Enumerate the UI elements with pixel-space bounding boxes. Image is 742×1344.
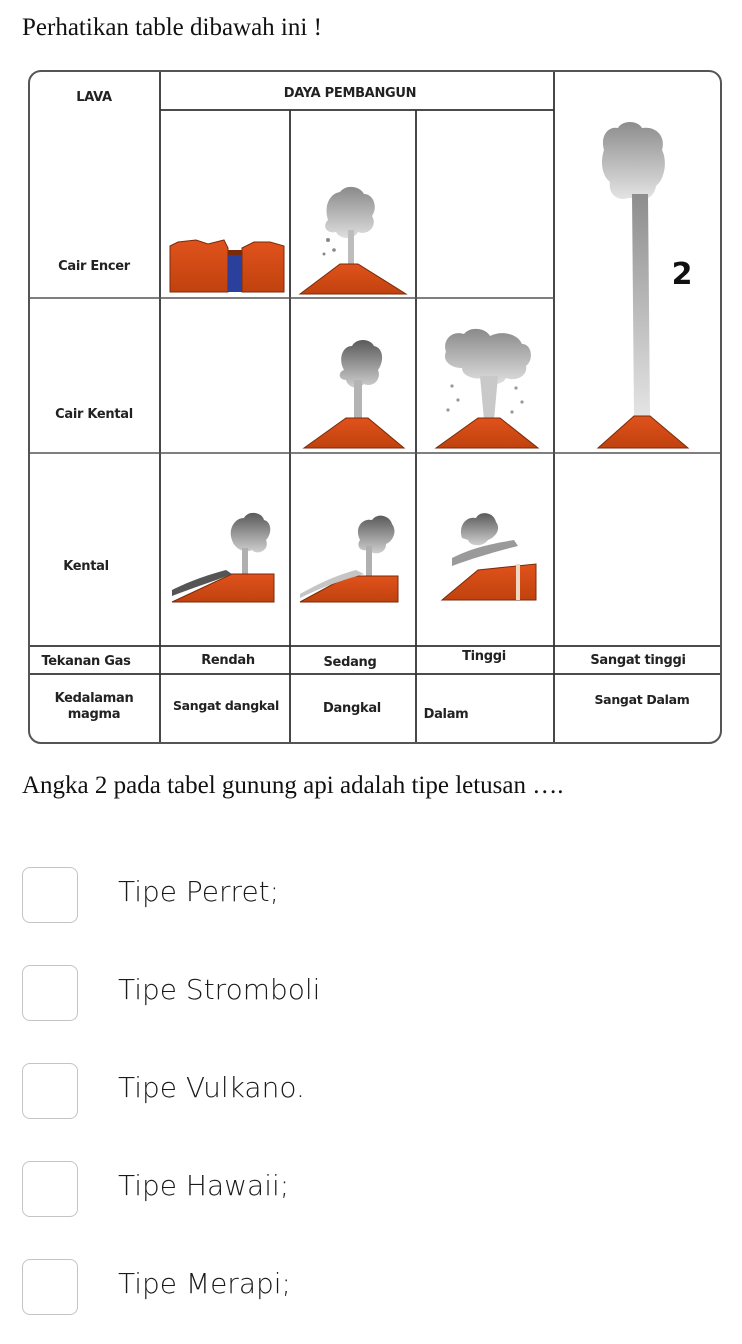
option-checkbox[interactable] [22,965,78,1021]
kedalaman-dangkal: Dangkal [323,701,381,716]
row-cair-encer: Cair Encer [58,259,130,274]
option-checkbox[interactable] [22,1259,78,1315]
question-text: Angka 2 pada tabel gunung api adalah tipe letusan …. [22,772,564,799]
header-lava: LAVA [76,90,112,105]
tekanan-tinggi: Tinggi [462,649,506,664]
intro-text: Perhatikan table dibawah ini ! [22,14,322,41]
dome-eruption-high-illustration [442,513,536,600]
dome-eruption-low-illustration [172,513,274,602]
option-label: Tipe Perret; [118,875,280,908]
kedalaman-label-1: Kedalaman [54,691,134,706]
medium-eruption-illustration [304,340,404,448]
kedalaman-sangat-dangkal: Sangat dangkal [172,698,280,713]
marker-2: 2 [671,257,693,292]
option-label: Tipe Merapi; [118,1267,291,1300]
tekanan-gas-label: Tekanan Gas [41,654,131,669]
lava-lake-illustration [170,240,284,292]
small-eruption-illustration [300,187,406,294]
high-eruption-illustration [436,329,538,448]
tekanan-sedang: Sedang [323,655,377,670]
option-checkbox[interactable] [22,1161,78,1217]
option-label: Tipe Stromboli [118,973,321,1006]
row-cair-kental: Cair Kental [55,407,133,422]
option-vulkano[interactable] [22,1063,722,1123]
tekanan-sangat-tinggi: Sangat tinggi [590,653,686,668]
tall-eruption-column-illustration [598,122,692,448]
kedalaman-dalam: Dalam [423,707,469,722]
volcano-table-image [28,70,722,744]
option-merapi[interactable] [22,1259,722,1319]
option-hawaii[interactable] [22,1161,722,1221]
kedalaman-label-2: magma [67,707,121,722]
kedalaman-sangat-dalam: Sangat Dalam [594,692,690,707]
dome-eruption-medium-illustration [300,516,398,602]
header-daya-pembangun: DAYA PEMBANGUN [283,86,417,101]
option-checkbox[interactable] [22,1063,78,1119]
tekanan-rendah: Rendah [201,653,255,668]
option-stromboli[interactable] [22,965,722,1025]
option-checkbox[interactable] [22,867,78,923]
option-label: Tipe Vulkano. [118,1071,305,1104]
option-perret[interactable] [22,867,722,927]
row-kental: Kental [63,559,109,574]
option-label: Tipe Hawaii; [118,1169,290,1202]
